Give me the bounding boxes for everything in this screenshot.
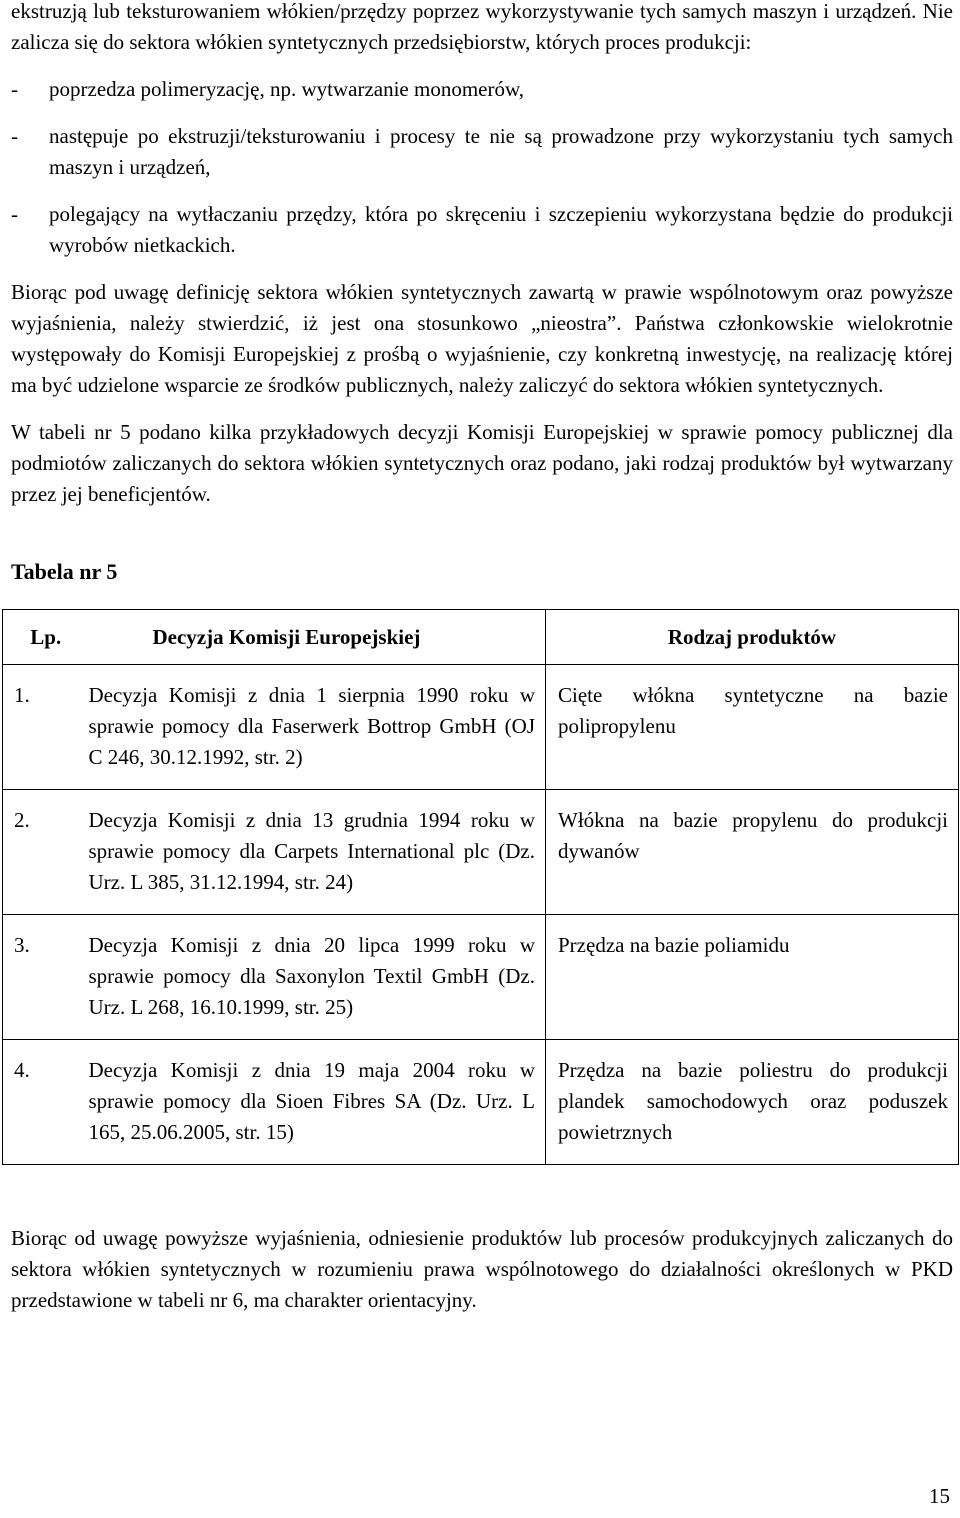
row-decision: Decyzja Komisji z dnia 19 maja 2004 roku w sprawie pomocy dla Sioen Fibres SA (Dz. Urz. L 165, 25.06.2005, str. 15) — [89, 1040, 546, 1165]
bullet-text: poprzedza polimeryzację, np. wytwarzanie monomerów, — [49, 77, 525, 101]
paragraph-table-intro: W tabeli nr 5 podano kilka przykładowych decyzji Komisji Europejskiej w sprawie pomocy publicznej dla podmiotów zaliczanych do sektora włókien syntetycznych oraz podano, jaki rodzaj produktów był wytwarzany przez jej beneficjentów. — [11, 420, 953, 506]
row-lp: 2. — [3, 790, 89, 915]
bullet-item — [11, 121, 953, 183]
header-decision: Decyzja Komisji Europejskiej — [89, 610, 546, 665]
bullet-item — [11, 199, 953, 261]
row-product: Przędza na bazie poliamidu — [546, 915, 959, 1040]
row-product: Przędza na bazie poliestru do produkcji plandek samochodowych oraz poduszek powietrznych — [546, 1040, 959, 1165]
header-product: Rodzaj produktów — [546, 610, 959, 665]
document-page — [11, 0, 953, 1316]
bullet-dash: - — [11, 77, 18, 101]
decisions-table — [2, 609, 959, 1165]
row-decision: Decyzja Komisji z dnia 1 sierpnia 1990 roku w sprawie pomocy dla Faserwerk Bottrop GmbH (OJ C 246, 30.12.1992, str. 2) — [89, 665, 546, 790]
row-product: Cięte włókna syntetyczne na bazie polipropylenu — [546, 665, 959, 790]
table-row — [3, 665, 959, 790]
table-row — [3, 1040, 959, 1165]
paragraph-definition: Biorąc pod uwagę definicję sektora włókien syntetycznych zawartą w prawie wspólnotowym oraz powyższe wyjaśnienia, należy stwierdzić, iż jest ona stosunkowo „nieostra”. Państwa członkowskie wielokrotnie występowały do Komisji Europejskiej z prośbą o wyjaśnienie, czy konkretną inwestycję, na realizację której ma być udzielone wsparcie ze środków publicznych, należy zaliczyć do sektora włókien syntetycznych. — [11, 280, 953, 397]
row-decision: Decyzja Komisji z dnia 20 lipca 1999 roku w sprawie pomocy dla Saxonylon Textil GmbH (Dz. Urz. L 268, 16.10.1999, str. 25) — [89, 915, 546, 1040]
table-header-row — [3, 610, 959, 665]
bullet-text: następuje po ekstruzji/teksturowaniu i procesy te nie są prowadzone przy wykorzystaniu tych samych maszyn i urządzeń, — [49, 124, 953, 179]
row-lp: 4. — [3, 1040, 89, 1165]
table-row — [3, 915, 959, 1040]
row-product: Włókna na bazie propylenu do produkcji dywanów — [546, 790, 959, 915]
table-title: Tabela nr 5 — [11, 559, 118, 584]
row-lp: 3. — [3, 915, 89, 1040]
paragraph-conclusion: Biorąc od uwagę powyższe wyjaśnienia, odniesienie produktów lub procesów produkcyjnych zaliczanych do sektora włókien syntetycznych w rozumieniu prawa wspólnotowego do działalności określonych w PKD przedstawione w tabeli nr 6, ma charakter orientacyjny. — [11, 1226, 953, 1312]
bullet-dash: - — [11, 202, 18, 226]
bullet-item — [11, 74, 953, 105]
bullet-dash: - — [11, 124, 18, 148]
page-number: 15 — [929, 1484, 950, 1508]
header-lp: Lp. — [3, 610, 89, 665]
row-decision: Decyzja Komisji z dnia 13 grudnia 1994 roku w sprawie pomocy dla Carpets International plc (Dz. Urz. L 385, 31.12.1994, str. 24) — [89, 790, 546, 915]
table-row — [3, 790, 959, 915]
row-lp: 1. — [3, 665, 89, 790]
intro-paragraph: ekstruzją lub teksturowaniem włókien/przędzy poprzez wykorzystywanie tych samych maszyn i urządzeń. Nie zalicza się do sektora włókien syntetycznych przedsiębiorstw, których proces produkcji: — [11, 0, 953, 54]
bullet-text: polegający na wytłaczaniu przędzy, która po skręceniu i szczepieniu wykorzystana będzie do produkcji wyrobów nietkackich. — [49, 202, 953, 257]
